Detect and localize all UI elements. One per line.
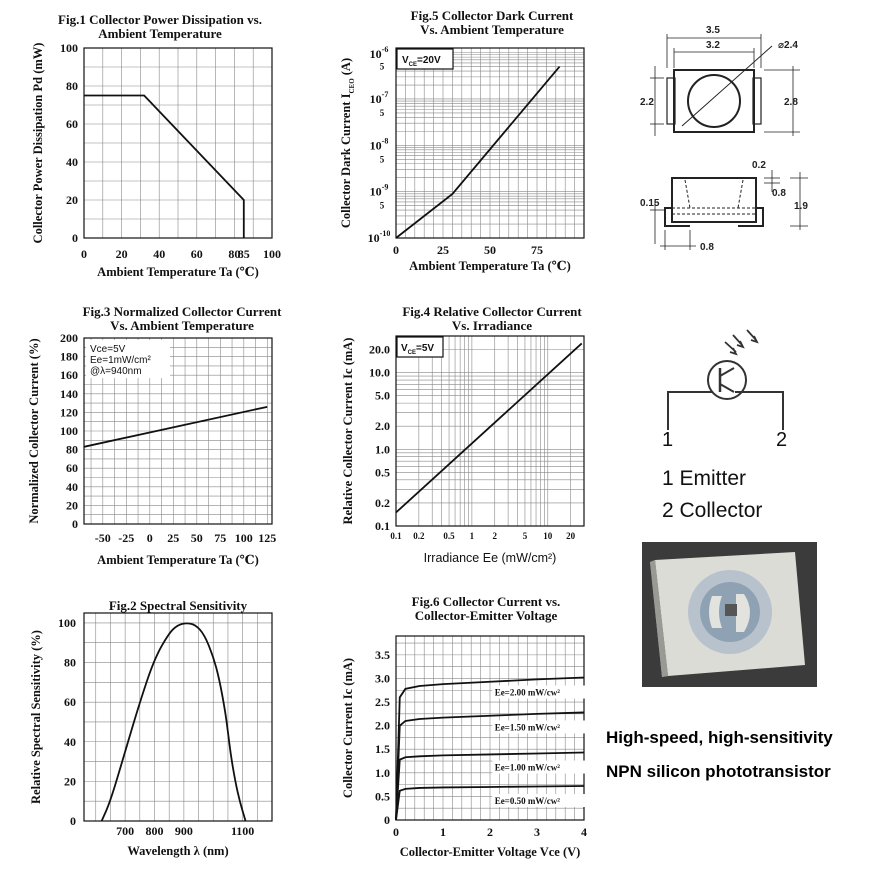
y-tick-label: 120	[60, 405, 78, 420]
y-tick-label: $10^{-10}$	[367, 229, 391, 245]
series-label: Ee=0.50 mW/cw²	[494, 796, 561, 807]
y-axis-label: Collector Current Ic (mA)	[341, 657, 355, 799]
collector-lead	[735, 392, 783, 430]
chart-fig1-power-dissipation	[31, 12, 281, 279]
series-label: Ee=1.50 mW/cw²	[494, 722, 561, 733]
y-tick-label: 100	[58, 615, 76, 630]
series-label: Ee=2.00 mW/cw²	[494, 687, 561, 698]
y-tick-label: 60	[66, 117, 78, 131]
x-tick-label: 85	[237, 247, 250, 261]
x-tick-label: 10	[543, 531, 553, 541]
y-axis-label: Relative Spectral Sensitivity (%)	[29, 630, 43, 804]
condition-note: @λ=940nm	[90, 366, 142, 377]
chart-title: Vs. Ambient Temperature	[110, 318, 254, 333]
x-axis-label: Wavelength λ (nm)	[127, 844, 229, 858]
y-tick-label: 1.0	[375, 765, 390, 780]
x-tick-label: 700	[116, 824, 135, 838]
y-minor-tick-label: 5	[379, 61, 385, 72]
x-axis-label: Ambient Temperature Ta (℃)	[97, 265, 259, 279]
x-tick-label: 75	[531, 243, 543, 257]
x-tick-label: 25	[437, 243, 449, 257]
y-tick-label: 20	[66, 498, 78, 513]
x-tick-label: 0	[393, 825, 399, 839]
chart-title: Fig.4 Relative Collector Current	[402, 304, 582, 319]
x-tick-label: 25	[167, 531, 180, 545]
legend-emitter: 1 Emitter	[662, 467, 747, 490]
plot-frame	[396, 336, 584, 526]
x-tick-label: 900	[174, 824, 193, 838]
y-tick-label: 0.5	[375, 465, 390, 480]
x-tick-label: 1	[469, 531, 475, 541]
y-axis-label: Collector Power Dissipation Pd (mW)	[31, 42, 45, 244]
side-dim-0-8-bottom: 0.8	[700, 242, 714, 253]
x-axis-label: Ambient Temperature Ta (℃)	[409, 259, 571, 273]
transistor-circle	[708, 361, 746, 399]
x-tick-label: -50	[94, 531, 111, 545]
chart-title: Ambient Temperature	[98, 26, 222, 41]
x-tick-label: 20	[566, 531, 576, 541]
condition-note: Ee=1mW/cm²	[90, 355, 151, 366]
y-tick-label: 40	[64, 734, 76, 749]
condition-note: Vce=5V	[90, 344, 126, 355]
y-tick-label: 180	[60, 349, 78, 364]
light-arrow-icon	[733, 335, 743, 347]
y-tick-label: 100	[60, 424, 78, 438]
y-axis-label: Collector Dark Current $I_{CEO}$ (A)	[339, 57, 356, 229]
y-tick-label: 80	[66, 79, 78, 93]
plot-frame	[84, 613, 272, 821]
x-axis-label: Collector-Emitter Voltage Vce (V)	[399, 845, 581, 859]
x-tick-label: 75	[214, 531, 227, 545]
x-tick-label: 0	[81, 247, 87, 261]
light-arrow-icon	[725, 342, 736, 354]
y-tick-label: 2.0	[375, 419, 390, 434]
emitter-lead	[668, 392, 712, 430]
chart-title: Fig.3 Normalized Collector Current	[82, 304, 282, 319]
product-photo	[642, 542, 817, 687]
chart-title: Collector-Emitter Voltage	[414, 608, 558, 623]
x-tick-label: 20	[115, 247, 128, 261]
x-tick-label: 4	[581, 825, 587, 839]
x-tick-label: 50	[484, 243, 496, 257]
y-tick-label: 160	[60, 368, 78, 383]
chart-title: Fig.5 Collector Dark Current	[410, 8, 574, 23]
chart-fig5-dark-current	[339, 8, 584, 273]
y-tick-label: 40	[66, 479, 78, 494]
x-tick-label: 800	[145, 824, 164, 838]
side-body-outline	[672, 178, 756, 222]
y-tick-label: 2.0	[375, 718, 390, 733]
y-tick-label: 0	[70, 814, 76, 828]
chart-title: Fig.6 Collector Current vs.	[411, 594, 561, 609]
x-tick-label: 1	[440, 825, 446, 839]
x-tick-label: 0.1	[390, 531, 402, 541]
phototransistor-symbol	[662, 330, 787, 522]
package-side-view	[640, 160, 808, 253]
y-tick-label: 0	[384, 813, 390, 827]
x-tick-label: 0	[146, 531, 153, 545]
y-tick-label: 80	[66, 442, 78, 457]
y-tick-label: 100	[60, 41, 78, 55]
x-tick-label: 40	[153, 247, 166, 261]
y-axis-label: Normalized Collector Current (%)	[27, 338, 41, 524]
x-tick-label: 50	[190, 531, 203, 545]
x-tick-label: 80	[228, 247, 241, 261]
y-tick-label: 0	[72, 231, 78, 245]
side-lead-right	[738, 208, 763, 226]
x-tick-label: 2	[487, 825, 493, 839]
chart-title: Vs. Ambient Temperature	[420, 22, 564, 37]
x-tick-label: 100	[234, 531, 253, 545]
relative-current-line	[396, 343, 582, 512]
side-dim-0-15: 0.15	[640, 198, 660, 209]
pin-2-label: 2	[776, 429, 788, 451]
y-minor-tick-label: 5	[379, 154, 385, 165]
y-tick-label: 0.1	[375, 519, 390, 533]
dim-3-2: 3.2	[706, 40, 720, 51]
x-tick-label: 5	[522, 531, 528, 541]
annotation-vce: $V_{CE}=20V$	[402, 55, 441, 68]
pin-1-label: 1	[662, 429, 674, 451]
package-top-view	[640, 25, 800, 136]
x-axis-label: Irradiance Ee (mW/cm²)	[423, 551, 557, 565]
y-tick-label: 0.5	[375, 789, 390, 804]
y-tick-label: 80	[64, 655, 76, 670]
chart-title: Fig.2 Spectral Sensitivity	[108, 598, 248, 613]
legend-collector: 2 Collector	[662, 499, 763, 522]
y-tick-label: 5.0	[375, 388, 390, 403]
x-tick-label: -25	[118, 531, 135, 545]
series-label: Ee=1.00 mW/cw²	[494, 762, 561, 773]
y-tick-label: $10^{-6}$	[369, 45, 389, 61]
normalized-current-line	[84, 407, 267, 447]
y-tick-label: 10.0	[369, 365, 390, 380]
dim-2-8: 2.8	[784, 97, 798, 108]
dim-2-4: ⌀2.4	[778, 40, 798, 51]
chart-fig6-ic-vce	[341, 594, 588, 859]
y-tick-label: 3.0	[375, 671, 390, 686]
y-minor-tick-label: 5	[379, 107, 385, 118]
y-tick-label: 1.0	[375, 442, 390, 457]
y-tick-label: 60	[64, 695, 76, 710]
x-tick-label: 3	[534, 825, 540, 839]
y-minor-tick-label: 5	[379, 200, 385, 211]
side-dim-0-2: 0.2	[752, 160, 766, 171]
y-tick-label: 20	[66, 193, 78, 207]
x-tick-label: 2	[492, 531, 497, 541]
chart-title: Vs. Irradiance	[451, 318, 533, 333]
y-tick-label: 0.2	[375, 495, 390, 510]
y-tick-label: 20	[64, 774, 76, 789]
caption-line-2: NPN silicon phototransistor	[606, 762, 831, 781]
chart-title: Fig.1 Collector Power Dissipation vs.	[58, 12, 262, 27]
y-tick-label: 2.5	[375, 695, 390, 710]
annotation-vce: $V_{CE}=5V$	[401, 343, 435, 356]
side-lead-left	[665, 208, 690, 226]
x-axis-label: Ambient Temperature Ta (℃)	[97, 553, 259, 567]
chart-fig4-relative-current	[341, 304, 584, 565]
y-tick-label: 140	[60, 386, 78, 401]
y-tick-label: 40	[66, 155, 78, 169]
dim-2-2: 2.2	[640, 97, 654, 108]
y-tick-label: $10^{-9}$	[369, 182, 389, 199]
package-lens-circle	[688, 75, 740, 127]
y-tick-label: 1.5	[375, 742, 390, 757]
x-tick-label: 125	[258, 531, 277, 545]
side-dim-1-9: 1.9	[794, 201, 808, 212]
dim-3-5: 3.5	[706, 25, 720, 36]
chart-fig2-spectral-sensitivity	[29, 598, 272, 858]
x-tick-label: 100	[263, 247, 281, 261]
x-tick-label: 60	[190, 247, 203, 261]
y-tick-label: 0	[72, 517, 78, 531]
y-tick-label: $10^{-8}$	[369, 136, 389, 153]
y-tick-label: 60	[66, 461, 78, 476]
photo-die	[725, 604, 737, 616]
x-tick-label: 0.5	[443, 531, 455, 541]
y-tick-label: 3.5	[375, 647, 390, 662]
x-tick-label: 1100	[230, 824, 255, 838]
light-arrow-icon	[747, 330, 757, 342]
y-axis-label: Relative Collector Current Ic (mA)	[341, 337, 355, 525]
y-tick-label: 20.0	[369, 342, 390, 357]
lens-diameter-leader	[682, 46, 772, 126]
y-tick-label: 200	[60, 331, 78, 345]
chart-fig3-normalized-current	[27, 304, 282, 567]
caption-line-1: High-speed, high-sensitivity	[606, 728, 833, 747]
y-tick-label: $10^{-7}$	[369, 89, 389, 106]
side-dim-0-8-top: 0.8	[772, 188, 786, 199]
power-dissipation-curve	[84, 96, 244, 239]
x-tick-label: 0	[393, 243, 399, 257]
x-tick-label: 0.2	[413, 531, 425, 541]
